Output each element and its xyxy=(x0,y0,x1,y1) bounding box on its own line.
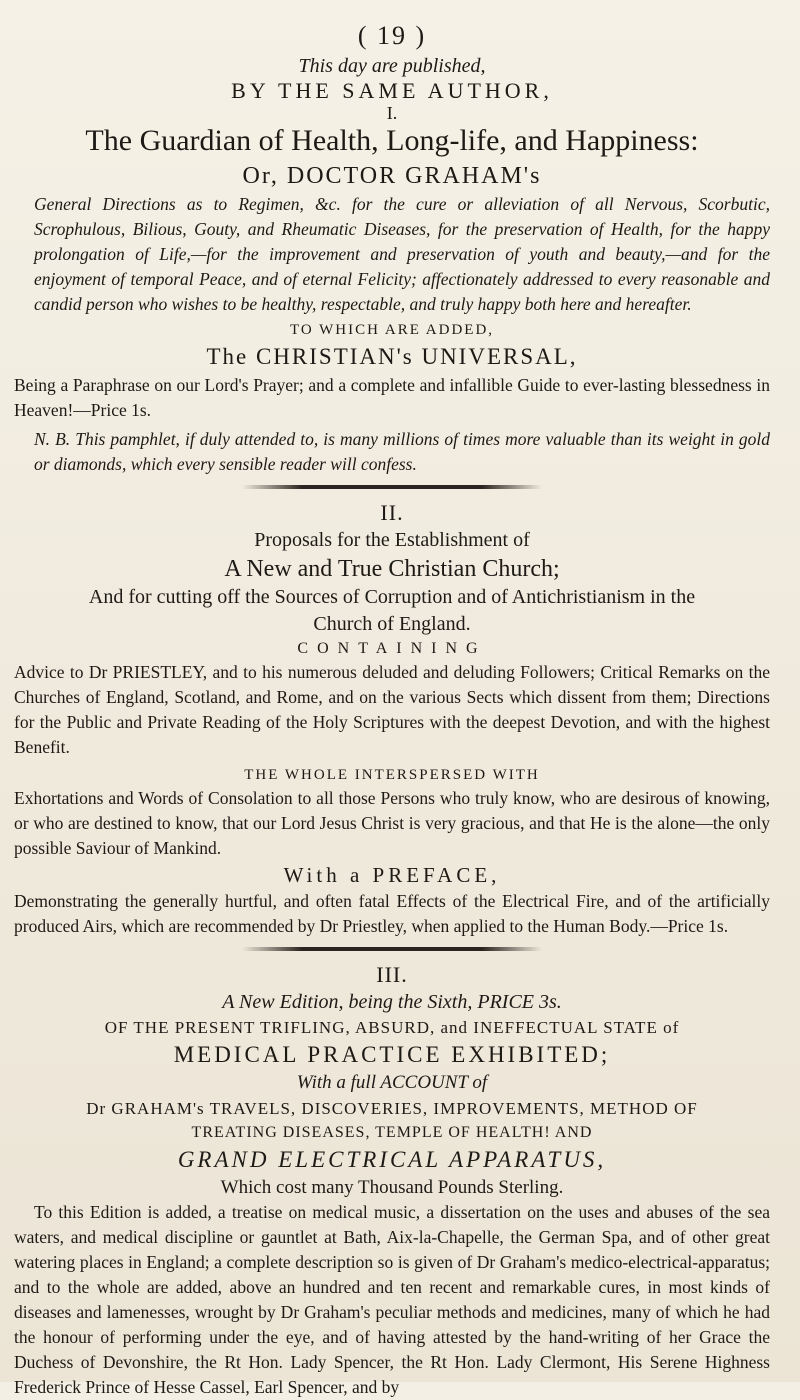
section-three xyxy=(14,961,770,1400)
of-the-line: OF THE PRESENT TRIFLING, ABSURD, and INEFFECTUAL STATE of xyxy=(104,1018,680,1037)
section-one xyxy=(14,104,770,477)
sources-line: And for cutting off the Sources of Corruption and of Antichristianism in the xyxy=(88,586,696,608)
advice-paragraph: Advice to Dr PRIESTLEY, and to his numerous deluded and deluding Followers; Critical Remarks on the Churches of England, Scotland, and Rome, and on the various Sects which dissent from them; Directions for the Public and Private Reading of the Holy Scriptures with the deepest Devotion, and with the highest Benefit. xyxy=(14,662,770,757)
proposals-line: Proposals for the Establishment of xyxy=(254,529,530,551)
edition-body-paragraph: To this Edition is added, a treatise on medical music, a dissertation on the uses and abuses of the sea waters, and medical discipline or gauntlet at Bath, Aix-la-Chapelle, the German Spa, and of other great watering places in England; a complete description so is given of Dr Graham's medico-electrical-apparatus; and to the whole are added, above an hundred and ten recent and remarkable cures, in most kinds of diseases and lamenesses, wrought by Dr Graham's peculiar methods and medicines, many of which he had the honour of performing under the eye, and of having attested by the hand-writing of her Grace the Duchess of Devonshire, the Rt Hon. Lady Spencer, the Rt Hon. Lady Clermont, His Serene Highness Frederick Prince of Hesse Cassel, Earl Spencer, and by xyxy=(14,1202,770,1397)
cost-line: Which cost many Thousand Pounds Sterling. xyxy=(220,1177,564,1198)
church-title: A New and True Christian Church; xyxy=(224,556,560,582)
grand-electrical-title: GRAND ELECTRICAL APPARATUS, xyxy=(177,1147,607,1172)
exhortations-paragraph: Exhortations and Words of Consolation to all those Persons who truly know, who are desirous of knowing, or who are destined to know, that our Lord Jesus Christ is very gracious, and that He is the alone—the only possible Saviour of Mankind. xyxy=(14,788,770,858)
section-note: N. B. This pamphlet, if duly attended to, is many millions of times more valuable than its weight in gold or diamonds, which every sensible reader will confess. xyxy=(34,429,770,474)
page-number: ( 19 ) xyxy=(357,21,427,50)
divider-rule xyxy=(242,485,542,489)
divider-rule xyxy=(242,947,542,951)
section-two xyxy=(14,499,770,939)
treating-line: TREATING DISEASES, TEMPLE OF HEALTH! AND xyxy=(191,1124,593,1141)
added-description: Being a Paraphrase on our Lord's Prayer; and a complete and infallible Guide to ever-lasting blessedness in Heaven!—Price 1s. xyxy=(14,375,770,420)
section-number: I. xyxy=(386,103,398,123)
added-heading: TO WHICH ARE ADDED, xyxy=(289,322,495,338)
section-number: III. xyxy=(376,962,408,987)
section-description: General Directions as to Regimen, &c. for the cure or alleviation of all Nervous, Scorbutic, Scrophulous, Bilious, Gouty, and Rheumatic Diseases, for the preservation of Health, for the happy prolongation of Life,—for the improvement and preservation of youth and beauty,—and for the enjoyment of temporal Peace, and of eternal Felicity; affectionately addressed to every reasonable and candid person who wishes to be healthy, respectable, and truly happy both here and hereafter. xyxy=(34,194,770,314)
preface-heading: With a PREFACE, xyxy=(283,863,501,887)
section-title: The Guardian of Health, Long-life, and Happiness: xyxy=(85,124,699,157)
travels-line: Dr GRAHAM's TRAVELS, DISCOVERIES, IMPROVEMENTS, METHOD OF xyxy=(86,1099,698,1118)
section-number: II. xyxy=(380,500,404,525)
added-title: The CHRISTIAN's UNIVERSAL, xyxy=(206,344,578,369)
account-line: With a full ACCOUNT of xyxy=(296,1072,488,1093)
demonstrating-paragraph: Demonstrating the generally hurtful, and often fatal Effects of the Electrical Fire, and of the artificially produced Airs, which are recommended by Dr Priestley, when applied to the Human Body.—Price 1s. xyxy=(14,891,770,936)
containing-heading: CONTAINING xyxy=(297,640,487,657)
edition-line: A New Edition, being the Sixth, PRICE 3s. xyxy=(222,991,562,1013)
intro-line: This day are published, xyxy=(298,55,486,77)
byline: BY THE SAME AUTHOR, xyxy=(231,78,553,103)
interspersed-heading: THE WHOLE INTERSPERSED WITH xyxy=(244,767,540,783)
section-subtitle: Or, DOCTOR GRAHAM's xyxy=(242,163,542,189)
church-of-england-line: Church of England. xyxy=(313,613,471,635)
medical-practice-title: MEDICAL PRACTICE EXHIBITED; xyxy=(173,1042,611,1067)
